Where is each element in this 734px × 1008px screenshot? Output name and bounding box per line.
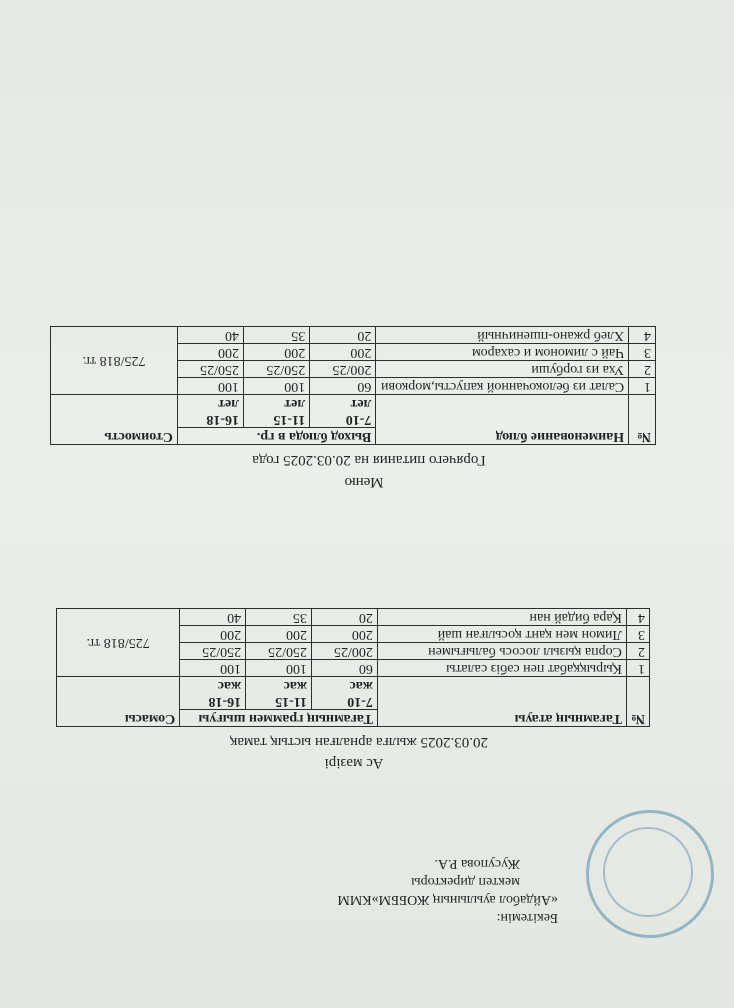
- kz-age-2: 11-15: [275, 694, 308, 709]
- ru-row4-v3: 40: [177, 327, 243, 344]
- kz-row4-v2: 35: [246, 609, 312, 626]
- kz-age-1: 7-10: [347, 694, 373, 709]
- kz-row3-v2: 200: [246, 626, 312, 643]
- approval-name: Жусупова Р.А.: [434, 856, 520, 871]
- table-row: [51, 378, 656, 395]
- ru-row3-v2: 200: [244, 344, 310, 361]
- ru-age-unit-1: лет: [350, 396, 372, 411]
- ru-menu-title: Меню: [344, 474, 384, 490]
- kz-row2-dish: Сорпа қызыл лосось балығымен: [377, 643, 626, 660]
- kz-row3-num: 3: [626, 626, 649, 643]
- kz-row2-v1: 200/25: [312, 643, 378, 660]
- kz-row2-v2: 250/25: [246, 643, 312, 660]
- ru-header-num: №: [629, 395, 656, 445]
- kz-row1-v2: 100: [246, 660, 312, 677]
- ru-age-unit-2: лет: [284, 396, 306, 411]
- ru-age-group-3: [177, 395, 243, 428]
- ru-row1-v1: 60: [310, 378, 376, 395]
- ru-header-dish: Наименование блюд: [376, 395, 629, 445]
- kz-menu-table: [56, 608, 650, 727]
- approval-block: [337, 854, 558, 926]
- ru-row2-v1: 200/25: [310, 361, 376, 378]
- kz-age-unit-3: жас: [217, 678, 242, 693]
- kz-row4-v1: 20: [312, 609, 378, 626]
- kz-header-cost: Сомасы: [57, 677, 180, 727]
- table-row: [57, 660, 650, 677]
- ru-age-3: 16-18: [206, 412, 240, 427]
- ru-row2-v2: 250/25: [244, 361, 310, 378]
- ru-age-2: 11-15: [273, 412, 306, 427]
- kz-row3-v1: 200: [312, 626, 378, 643]
- ru-age-group-2: [244, 395, 310, 428]
- kz-age-group-2: [246, 677, 312, 710]
- kz-row4-num: 4: [626, 609, 649, 626]
- kz-row3-v3: 200: [180, 626, 246, 643]
- ru-row3-v1: 200: [310, 344, 376, 361]
- kz-cost-value: 725/818 тг.: [57, 609, 180, 677]
- ru-row3-num: 3: [629, 344, 656, 361]
- kz-row1-dish: Қырыққабат пен сәбіз салаты: [377, 660, 626, 677]
- kz-row1-num: 1: [626, 660, 649, 677]
- kz-header-dish: Тағамның атауы: [377, 677, 626, 727]
- kz-age-unit-2: жас: [283, 678, 308, 693]
- ru-age-1: 7-10: [345, 412, 372, 427]
- kz-menu-subtitle: 20.03.2025 жылға арналған ыстық тамақ: [230, 734, 488, 750]
- ru-row1-num: 1: [629, 378, 656, 395]
- ru-row1-dish: Салат из белокочанной капусты,моркови: [376, 378, 629, 395]
- kz-age-unit-1: жас: [349, 678, 373, 693]
- school-stamp: [586, 810, 714, 938]
- kz-row1-v3: 100: [180, 660, 246, 677]
- kz-age-3: 16-18: [208, 694, 242, 709]
- kz-header-row: [57, 710, 650, 727]
- kz-row2-num: 2: [626, 643, 649, 660]
- ru-row1-v2: 100: [244, 378, 310, 395]
- kz-header-yield: Тағамның граммен шығуы: [180, 710, 378, 727]
- ru-row1-v3: 100: [177, 378, 243, 395]
- approval-label: Бекітемін:: [496, 910, 558, 925]
- kz-row1-v1: 60: [312, 660, 378, 677]
- ru-row4-v1: 20: [310, 327, 376, 344]
- approval-position: мектеп директоры: [411, 874, 520, 889]
- ru-header-cost: Стоимость: [51, 395, 178, 445]
- ru-cost-value: 725/818 тг.: [51, 327, 178, 395]
- ru-header-yield: Выход блюда в гр.: [177, 428, 376, 445]
- ru-row4-v2: 35: [244, 327, 310, 344]
- ru-row3-v3: 200: [177, 344, 243, 361]
- kz-header-num: №: [626, 677, 649, 727]
- approval-org: «Айдабол ауылының ЖОББМ»КММ: [337, 892, 558, 907]
- ru-row2-v3: 250/25: [177, 361, 243, 378]
- kz-age-group-1: [312, 677, 378, 710]
- ru-row4-dish: Хлеб ржано-пшеничный: [376, 327, 629, 344]
- kz-menu-title: Ас мәзірі: [324, 755, 384, 771]
- ru-menu-subtitle: Горячего питания на 20.03.2025 года: [252, 452, 486, 468]
- kz-age-group-3: [180, 677, 246, 710]
- kz-row3-dish: Лимон мен қант қосылған шай: [377, 626, 626, 643]
- kz-row2-v3: 250/25: [180, 643, 246, 660]
- ru-age-group-1: [310, 395, 376, 428]
- ru-header-row: [51, 428, 656, 445]
- kz-row4-v3: 40: [180, 609, 246, 626]
- ru-row2-dish: Уха из горбуши: [376, 361, 629, 378]
- ru-row4-num: 4: [629, 327, 656, 344]
- ru-row3-dish: Чай с лимоном и сахаром: [376, 344, 629, 361]
- ru-row2-num: 2: [629, 361, 656, 378]
- ru-age-unit-3: лет: [218, 396, 240, 411]
- ru-menu-table: [50, 326, 656, 445]
- kz-row4-dish: Қара бидай нан: [377, 609, 626, 626]
